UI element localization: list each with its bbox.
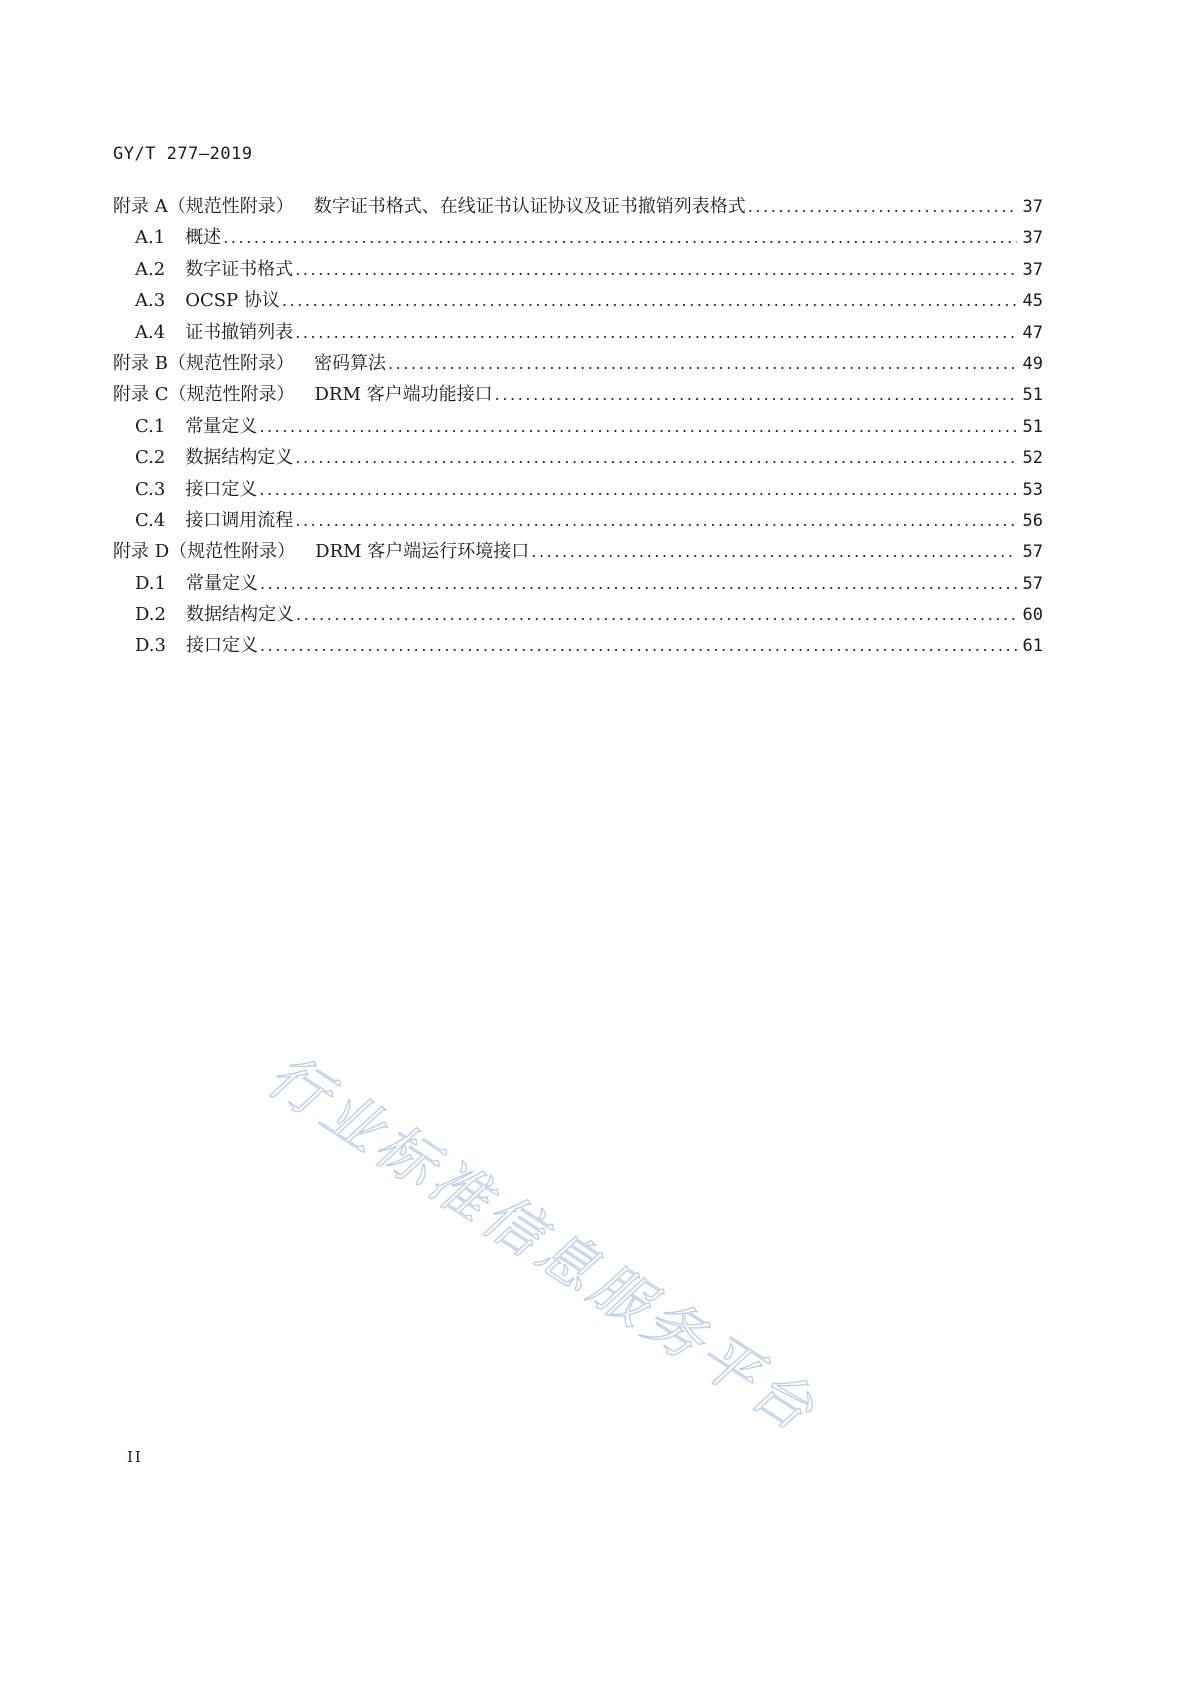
toc-leader-dots [260, 630, 1017, 661]
toc-entry-annex-a[interactable] [113, 191, 1043, 222]
toc-entry-number: 附录 A（规范性附录） [113, 196, 294, 217]
toc-entry-c3[interactable] [113, 474, 1043, 505]
toc-entry-annex-c[interactable] [113, 379, 1043, 410]
toc-leader-dots [295, 442, 1017, 473]
toc-leader-dots [223, 222, 1017, 253]
toc-entry-page: 51 [1022, 385, 1043, 406]
toc-leader-dots [495, 379, 1017, 410]
document-code: GY/T 277—2019 [113, 144, 253, 164]
toc-entry-c2[interactable] [113, 442, 1043, 473]
toc-entry-title: DRM 客户端功能接口 [314, 384, 493, 406]
toc-entry-title: OCSP 协议 [185, 290, 280, 312]
toc-entry-c4[interactable] [113, 505, 1043, 536]
toc-entry-a3[interactable] [113, 285, 1043, 316]
toc-entry-d1[interactable] [113, 568, 1043, 599]
toc-entry-number: A.2 [135, 258, 166, 280]
page-number: II [127, 1448, 143, 1466]
toc-leader-dots [295, 505, 1017, 536]
toc-leader-dots [296, 599, 1017, 630]
toc-leader-dots [260, 568, 1017, 599]
toc-leader-dots [259, 411, 1017, 442]
toc-leader-dots [531, 536, 1017, 567]
toc-entry-a4[interactable] [113, 317, 1043, 348]
watermark-text: 行业标准信息服务平台 [255, 1040, 830, 1447]
table-of-contents [113, 191, 1043, 662]
toc-entry-a1[interactable] [113, 222, 1043, 253]
toc-entry-title: 接口定义 [185, 635, 258, 657]
toc-entry-page: 61 [1022, 636, 1043, 657]
toc-entry-number: A.3 [135, 290, 166, 312]
toc-entry-title: 数字证书格式、在线证书认证协议及证书撤销列表格式 [313, 196, 746, 217]
toc-entry-annex-d[interactable] [113, 536, 1043, 567]
toc-entry-title: 常量定义 [185, 572, 258, 594]
toc-entry-d3[interactable] [113, 630, 1043, 661]
toc-entry-number: 附录 C（规范性附录） [113, 384, 295, 406]
toc-entry-page: 37 [1022, 259, 1043, 280]
toc-entry-page: 45 [1022, 291, 1043, 312]
toc-entry-number: A.1 [135, 227, 166, 249]
toc-entry-title: 证书撤销列表 [185, 321, 294, 343]
toc-entry-title: DRM 客户端运行环境接口 [315, 541, 530, 563]
toc-leader-dots [282, 285, 1017, 316]
toc-entry-title: 接口定义 [185, 478, 258, 500]
toc-entry-page: 57 [1022, 573, 1043, 594]
toc-entry-number: C.1 [135, 415, 166, 437]
toc-entry-number: 附录 B（规范性附录） [113, 352, 294, 374]
toc-entry-title: 数据结构定义 [185, 604, 294, 626]
toc-leader-dots [388, 348, 1017, 379]
toc-entry-title: 概述 [185, 227, 222, 249]
toc-entry-title: 常量定义 [185, 415, 258, 437]
toc-leader-dots [748, 191, 1017, 222]
toc-entry-number: C.2 [135, 447, 166, 469]
toc-entry-page: 57 [1022, 542, 1043, 563]
toc-entry-page: 47 [1022, 322, 1043, 343]
toc-entry-a2[interactable] [113, 254, 1043, 285]
toc-entry-page: 37 [1022, 197, 1043, 217]
toc-leader-dots [259, 474, 1017, 505]
toc-entry-annex-b[interactable] [113, 348, 1043, 379]
toc-entry-number: A.4 [135, 321, 166, 343]
toc-leader-dots [295, 317, 1017, 348]
toc-entry-number: D.1 [135, 572, 166, 594]
toc-entry-title: 数据结构定义 [185, 447, 294, 469]
toc-entry-title: 密码算法 [313, 352, 386, 374]
toc-entry-number: D.2 [135, 604, 166, 626]
toc-entry-page: 56 [1022, 510, 1043, 531]
toc-entry-title: 数字证书格式 [185, 258, 294, 280]
toc-entry-number: C.4 [135, 509, 166, 531]
toc-entry-c1[interactable] [113, 411, 1043, 442]
toc-entry-page: 60 [1022, 605, 1043, 626]
toc-entry-number: C.3 [135, 478, 166, 500]
toc-entry-page: 51 [1022, 416, 1043, 437]
toc-entry-page: 53 [1022, 479, 1043, 500]
toc-entry-number: 附录 D（规范性附录） [113, 541, 296, 563]
toc-entry-page: 52 [1022, 448, 1043, 469]
toc-entry-page: 37 [1022, 228, 1043, 249]
toc-entry-page: 49 [1022, 353, 1043, 374]
toc-entry-number: D.3 [135, 635, 166, 657]
toc-entry-d2[interactable] [113, 599, 1043, 630]
toc-entry-title: 接口调用流程 [185, 509, 294, 531]
toc-leader-dots [295, 254, 1017, 285]
